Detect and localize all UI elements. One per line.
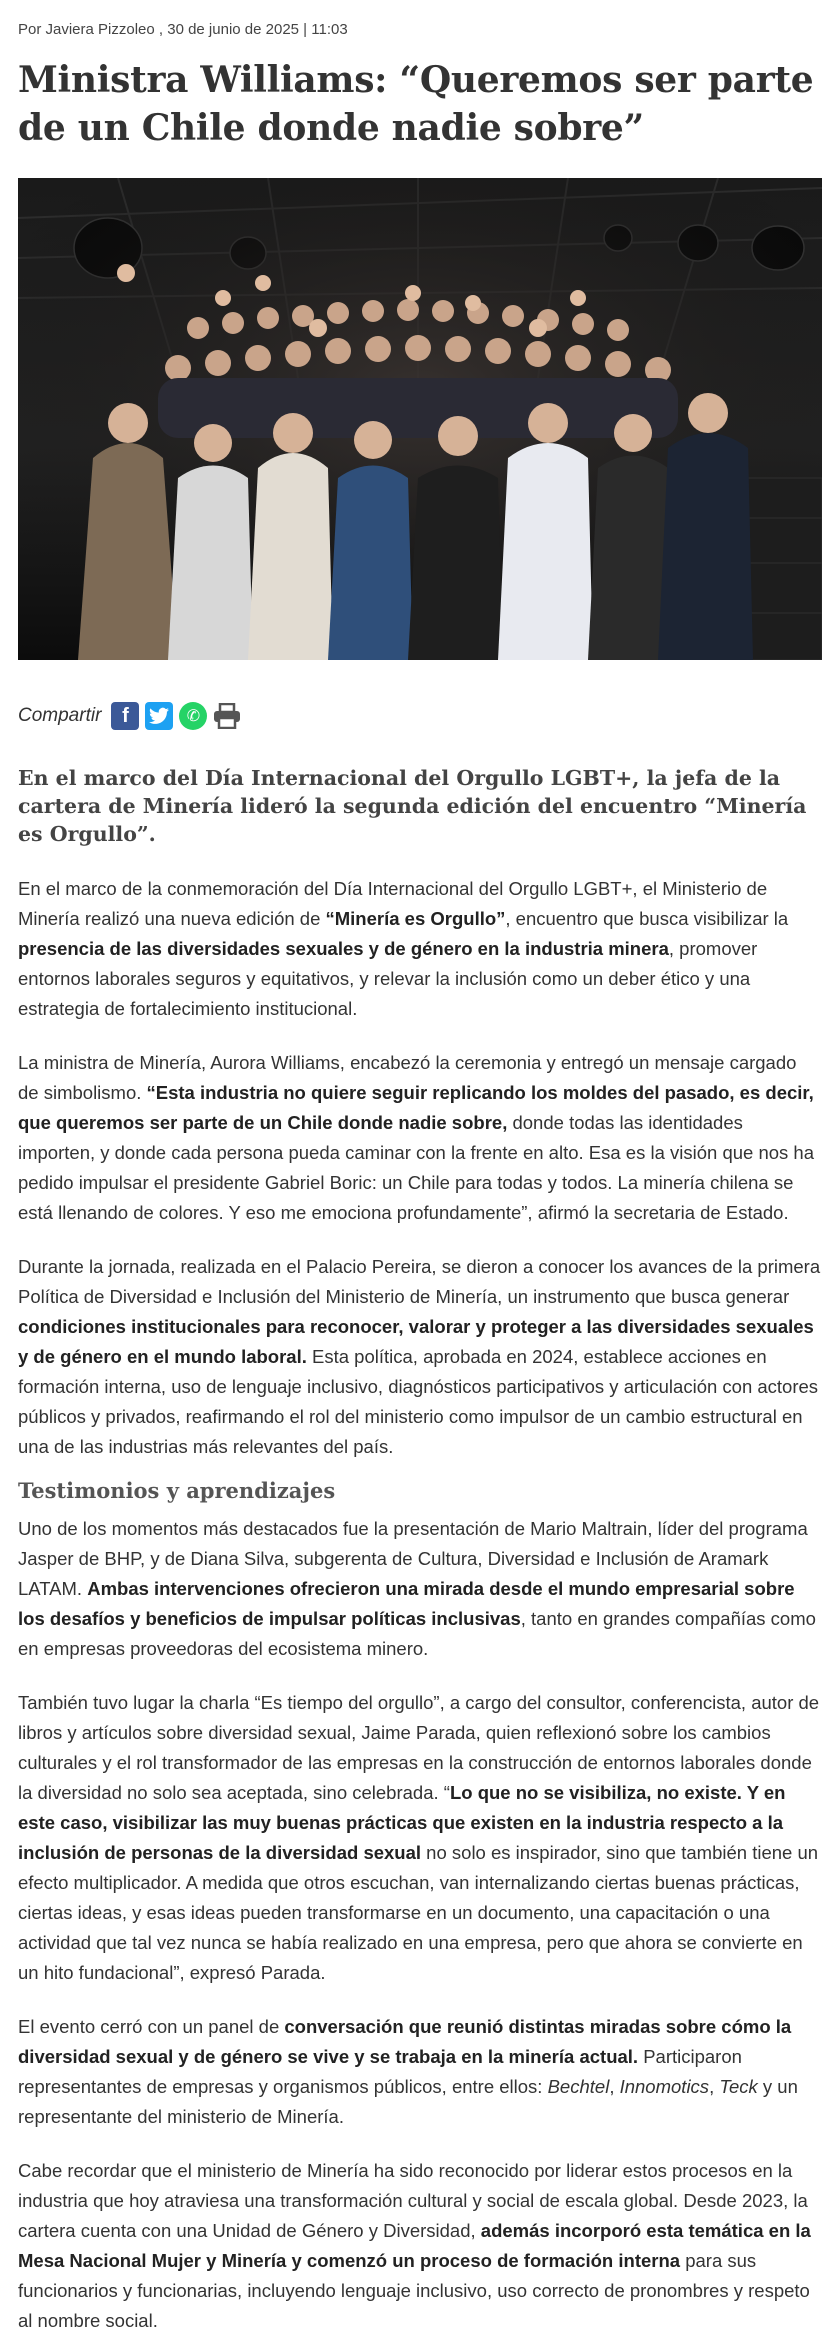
- company-teck: Teck: [719, 2076, 758, 2097]
- text-span: El evento cerró con un panel de: [18, 2016, 285, 2037]
- article-byline: Por Javiera Pizzoleo , 30 de junio de 2025 | 11:03: [18, 21, 348, 38]
- section-heading: Testimonios y aprendizajes: [18, 1478, 336, 1503]
- text-span: y un representante del ministerio de Minería.: [18, 2076, 798, 2127]
- paragraph-1: [18, 874, 822, 1024]
- paragraph-5: [18, 1688, 822, 1988]
- share-bar: [18, 700, 822, 732]
- paragraph-4: [18, 1514, 822, 1664]
- whatsapp-share-button[interactable]: [179, 702, 207, 730]
- text-span: Uno de los momentos más destacados fue la presentación de Mario Maltrain, líder del programa Jasper de BHP, y de Diana Silva, subgerenta de Cultura, Diversidad e Inclusión de Aramark LATAM.: [18, 1518, 808, 1599]
- article-lede: En el marco del Día Internacional del Orgullo LGBT+, la jefa de la cartera de Minería lideró la segunda edición del encuentro “Minería es Orgullo”.: [18, 766, 807, 846]
- text-span: , encuentro que busca visibilizar la: [505, 908, 789, 929]
- paragraph-3: [18, 1252, 822, 1462]
- bold-span: Lo que no se visibiliza, no existe. Y en este caso, visibilizar las muy buenas prácticas que existen en la industria respecto a la inclusión de personas de la diversidad sexual: [18, 1782, 786, 1863]
- text-span: También tuvo lugar la charla “Es tiempo del orgullo”, a cargo del consultor, conferencista, autor de libros y artículos sobre diversidad sexual, Jaime Parada, quien reflexionó sobre los cambios culturales y el rol transformador de las empresas en la construcción de entornos laborales donde la diversidad no solo sea aceptada, sino celebrada. “: [18, 1692, 820, 1803]
- text-span: ,: [709, 2076, 720, 2097]
- text-span: Participaron representantes de empresas y organismos públicos, entre ellos:: [18, 2046, 742, 2097]
- bold-span: conversación que reunió distintas miradas sobre cómo la diversidad sexual y de género se vive y se trabaja en la minería actual.: [18, 2016, 792, 2067]
- paragraph-6: [18, 2012, 822, 2132]
- print-button[interactable]: [213, 702, 241, 730]
- share-label: Compartir: [18, 705, 102, 726]
- bold-span: “Esta industria no quiere seguir replicando los moldes del pasado, es decir, que queremos ser parte de un Chile donde nadie sobre,: [18, 1082, 814, 1133]
- bold-span: condiciones institucionales para reconocer, valorar y proteger a las diversidades sexuales y de género en el mundo laboral.: [18, 1316, 814, 1367]
- facebook-share-button[interactable]: [111, 702, 139, 730]
- twitter-share-button[interactable]: [145, 702, 173, 730]
- text-span: para sus funcionarios y funcionarias, incluyendo lenguaje inclusivo, uso correcto de pronombres y respeto al nombre social.: [18, 2250, 810, 2331]
- article-body: [18, 874, 822, 2336]
- text-span: La ministra de Minería, Aurora Williams, encabezó la ceremonia y entregó un mensaje cargado de simbolismo.: [18, 1052, 797, 1103]
- text-span: Cabe recordar que el ministerio de Minería ha sido reconocido por liderar estos procesos en la industria que hoy atraviesa una transformación cultural y social de escala global. Desde 2023, la cartera cuenta con una Unidad de Género y Diversidad,: [18, 2160, 808, 2241]
- printer-icon: [213, 703, 241, 729]
- text-span: ,: [609, 2076, 620, 2097]
- bold-span: Ambas intervenciones ofrecieron una mirada desde el mundo empresarial sobre los desafíos y beneficios de impulsar políticas inclusivas: [18, 1578, 795, 1629]
- text-span: Esta política, aprobada en 2024, establece acciones en formación interna, uso de lenguaje inclusivo, diagnósticos participativos y articulación con actores públicos y privados, reafirmando el rol del ministerio como impulsor de un cambio estructural en una de las industrias más relevantes del país.: [18, 1346, 819, 1457]
- text-span: , tanto en grandes compañías como en empresas proveedoras del ecosistema minero.: [18, 1608, 816, 1659]
- facebook-icon: f: [122, 704, 129, 727]
- text-span: Durante la jornada, realizada en el Palacio Pereira, se dieron a conocer los avances de la primera Política de Diversidad e Inclusión del Ministerio de Minería, un instrumento que busca generar: [18, 1256, 821, 1307]
- text-span: no solo es inspirador, sino que también tiene un efecto multiplicador. A medida que otros escuchan, van internalizando ciertas buenas prácticas, ciertas ideas, y esas ideas pueden transformarse en un documento, una capacitación o una actividad que tal vez nunca se había realizado en una empresa, pero que ahora se convierte en un hito fundacional”, expresó Parada.: [18, 1842, 819, 1983]
- company-innomotics: Innomotics: [619, 2076, 710, 2097]
- paragraph-7: [18, 2156, 822, 2336]
- bold-span: “Minería es Orgullo”: [325, 908, 506, 929]
- text-span: En el marco de la conmemoración del Día Internacional del Orgullo LGBT+, el Ministerio de Minería realizó una nueva edición de: [18, 878, 768, 929]
- bold-span: presencia de las diversidades sexuales y de género en la industria minera: [18, 938, 669, 959]
- text-span: donde todas las identidades importen, y donde cada persona pueda caminar con la frente en alto. Esa es la visión que nos ha pedido impulsar el presidente Gabriel Boric: un Chile para todas y todos. La minería chilena se está llenando de colores. Y eso me emociona profundamente”, afirmó la secretaria de Estado.: [18, 1112, 815, 1223]
- article-headline: Ministra Williams: “Queremos ser parte de un Chile donde nadie sobre”: [18, 59, 814, 149]
- bold-span: además incorporó esta temática en la Mesa Nacional Mujer y Minería y comenzó un proceso de formación interna: [18, 2220, 811, 2271]
- twitter-icon: [149, 707, 169, 725]
- article-photo: [18, 178, 822, 660]
- whatsapp-icon: ✆: [186, 708, 201, 725]
- text-span: , promover entornos laborales seguros y equitativos, y relevar la inclusión como un deber ético y una estrategia de fortalecimiento institucional.: [18, 938, 758, 1019]
- paragraph-2: [18, 1048, 822, 1228]
- company-bechtel: Bechtel: [547, 2076, 610, 2097]
